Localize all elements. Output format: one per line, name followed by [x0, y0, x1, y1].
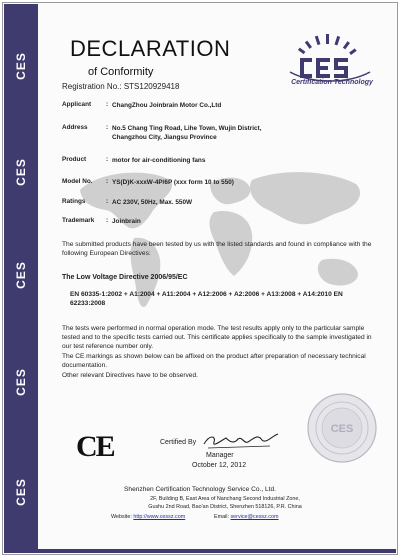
field-colon: : — [106, 198, 109, 205]
directive-title: The Low Voltage Directive 2006/95/EC — [62, 274, 188, 281]
footer-company: Shenzhen Certification Technology Service Co., Ltd. — [124, 486, 276, 493]
field-value: motor for air-conditioning fans — [112, 157, 206, 164]
field-label: Applicant — [62, 101, 92, 108]
field-value: ChangZhou Joinbrain Motor Co.,Ltd — [112, 102, 222, 109]
footer-address-line2: Gushu 2nd Road, Bao'an District, Shenzhen 518126, P.R. China — [148, 504, 302, 510]
bottom-bar — [4, 549, 396, 553]
signatory-title: Manager — [206, 452, 234, 459]
footer-address-line1: 2F, Building B, East Area of Nanchang Second Industrial Zone, — [150, 496, 300, 502]
registration-value: STS120929418 — [123, 82, 180, 91]
tests-note: The tests were performed in normal operation mode. The test results apply only to the particular sample tested and to the specific tests carried out. This certificate applies specifically to the sample investigated in our test reference number only. — [62, 325, 372, 350]
side-label-4: CES — [14, 368, 28, 396]
email-label: Email: — [214, 514, 229, 520]
embossed-seal — [306, 392, 378, 464]
field-value: YS(D)K-xxxW-4P/6P (xxx form 10 to 550) — [112, 179, 234, 186]
logo-tagline: Certification Technology — [291, 79, 373, 86]
footer-email — [214, 514, 279, 520]
registration-label: Registration No.: — [62, 82, 122, 91]
field-value: No.5 Chang Ting Road, Lihe Town, Wujin District, Changzhou City, Jiangsu Province — [112, 125, 262, 141]
field-colon: : — [106, 156, 109, 163]
side-label-2: CES — [14, 158, 28, 186]
website-link[interactable]: http://www.cessz.com — [133, 514, 186, 520]
footer-website — [111, 514, 185, 520]
email-link[interactable]: service@cessz.com — [230, 514, 279, 520]
ce-note: The CE markings as shown below can be affixed on the product after preparation of necessary technical documentation. — [62, 353, 366, 369]
field-label: Model No. — [62, 178, 93, 185]
issue-date: October 12, 2012 — [192, 462, 247, 469]
other-directives-note: Other relevant Directives have to be observed. — [62, 372, 198, 379]
intro-paragraph: The submitted products have been tested by us with the listed standards and found in compliance with the following European Directives: — [62, 241, 372, 257]
field-label: Trademark — [62, 217, 95, 224]
field-colon: : — [106, 217, 109, 224]
seal-text: CES — [330, 423, 354, 435]
side-label-3: CES — [14, 261, 28, 289]
field-colon: : — [106, 124, 109, 131]
side-label-1: CES — [14, 52, 28, 80]
side-label-5: CES — [14, 478, 28, 506]
registration-number — [62, 82, 179, 91]
document-subtitle: of Conformity — [88, 66, 154, 78]
signature — [200, 430, 280, 452]
field-label: Product — [62, 156, 87, 163]
field-colon: : — [106, 101, 109, 108]
website-label: Website: — [111, 514, 132, 520]
field-label: Ratings — [62, 198, 86, 205]
field-colon: : — [106, 178, 109, 185]
ce-mark: CE — [76, 430, 114, 463]
field-value: AC 230V, 50Hz, Max. 550W — [112, 199, 193, 206]
standards-list: EN 60335-1:2002 + A1:2004 + A11:2004 + A12:2006 + A2:2006 + A13:2008 + A14:2010 EN 62233:2008 — [70, 291, 343, 307]
field-value: Joinbrain — [112, 218, 141, 225]
field-label: Address — [62, 124, 88, 131]
certified-by-label: Certified By — [160, 439, 197, 446]
document-title: DECLARATION — [70, 36, 231, 61]
